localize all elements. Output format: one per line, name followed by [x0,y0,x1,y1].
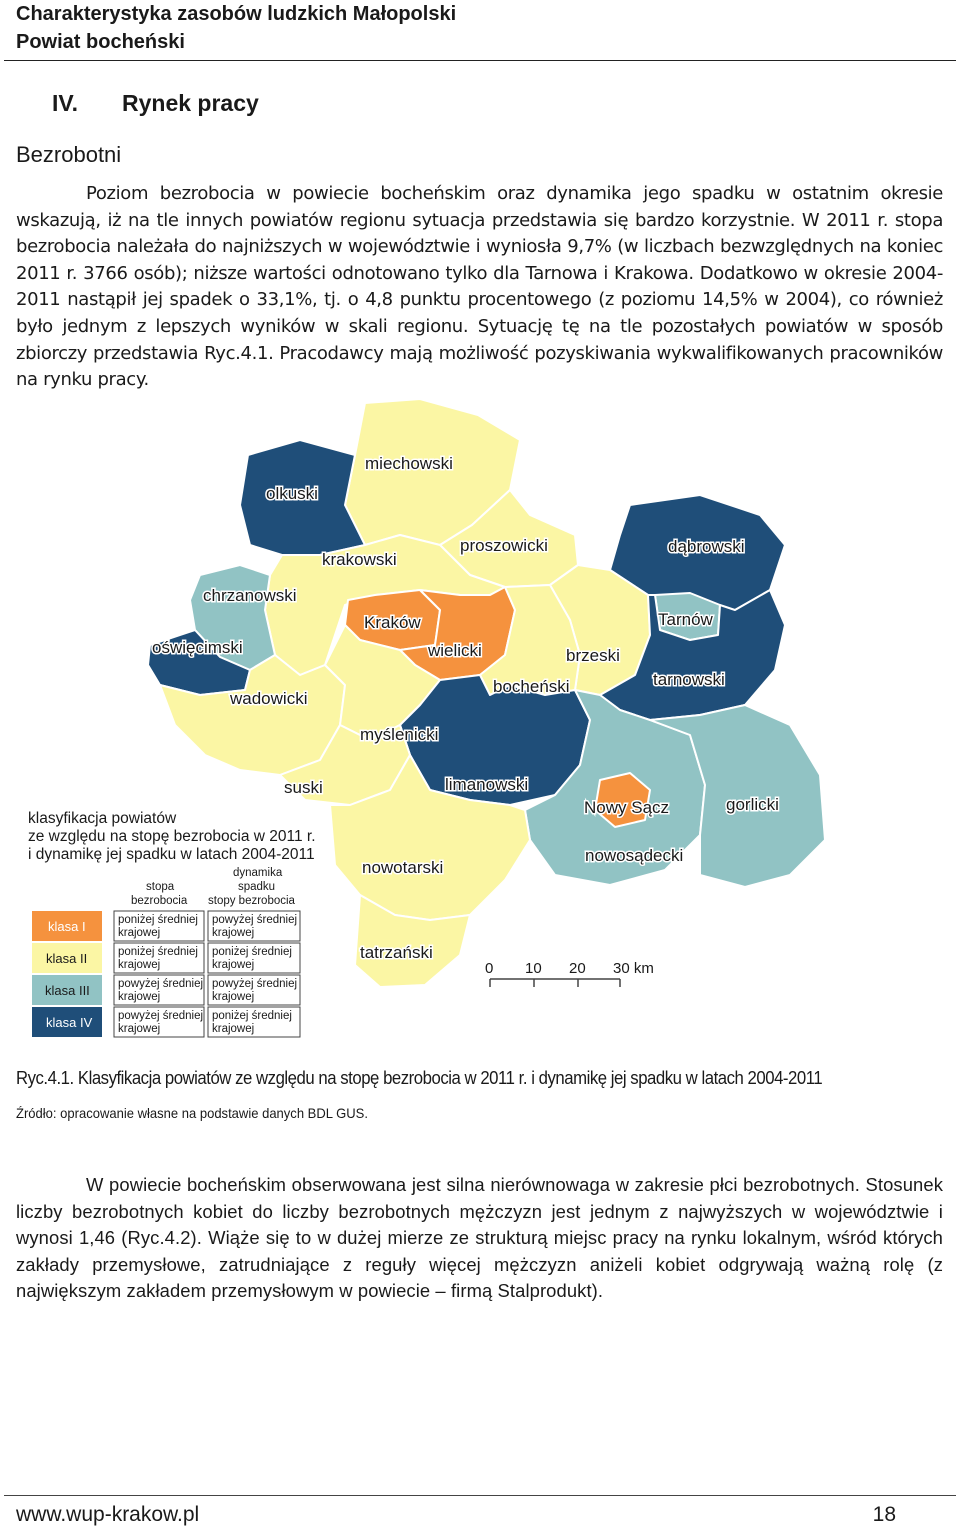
legend-title-3: i dynamikę jej spadku w latach 2004-2011 [28,846,315,863]
section-title: Bezrobotni [16,142,122,167]
header-divider [4,60,956,61]
chapter-heading [52,90,259,117]
label-nowosadecki: nowosądecki [585,846,684,865]
label-tatrzanski: tatrzański [360,943,433,962]
label-chrzanowski: chrzanowski [203,586,297,605]
footer-url[interactable]: www.wup-krakow.pl [16,1503,200,1526]
label-miechowski: miechowski [365,454,453,473]
label-nowotarski: nowotarski [362,858,444,877]
legend-row4-a1: powyżej średniej [118,1010,204,1022]
scale-tick-10: 10 [525,960,542,977]
page-header [16,0,456,56]
label-proszowicki: proszowicki [460,536,548,555]
label-tarnow: Tarnów [658,610,713,629]
legend-row2-a2: krajowej [118,959,161,971]
label-tarnowski: tarnowski [653,670,725,689]
legend-col2-line2: spadku [238,881,276,893]
header-title: Charakterystyka zasobów ludzkich Małopolski [16,3,457,25]
figure-source: Źródło: opracowanie własne na podstawie danych BDL GUS. [16,1105,368,1121]
label-wielicki: wielicki [428,641,482,660]
label-oswiecimski: oświęcimski [152,638,243,657]
paragraph-gender: W powiecie bocheńskim obserwowana jest silna nierównowaga w zakresie płci bezrobotnych. Stosunek liczby bezrobotnych kobiet do liczby bezrobotnych mężczyzn jest jednym z najwyższych w województwie i wynosi 1,46 (Ryc.4.2). Wiąże się to w dużej mierze ze strukturą miejsc pracy na rynku lokalnym, wśród których zakłady przemysłowe, zatrudniające z reguły więcej mężczyzn aniżeli kobiet odgrywają ważną rolę (z największym zakładem przemysłowym w powiecie – firmą Stalprodukt). [16,1174,943,1302]
legend-row1-a1: poniżej średniej [118,914,198,926]
legend-row1-b2: krajowej [212,927,255,939]
legend-row4-b2: krajowej [212,1023,255,1035]
label-suski: suski [284,778,323,797]
figure-caption: Ryc.4.1. Klasyfikacja powiatów ze względu na stopę bezrobocia w 2011 r. i dynamikę jej spadku w latach 2004-2011 [16,1068,823,1088]
label-wadowicki: wadowicki [230,689,308,708]
legend-row4-a2: krajowej [118,1023,161,1035]
label-krakow: Kraków [364,613,421,632]
label-limanowski: limanowski [445,775,529,794]
label-myslenicki: myślenicki [360,725,439,744]
legend-row3-a1: powyżej średniej [118,978,204,990]
label-olkuski: olkuski [266,484,318,503]
legend-row1-a2: krajowej [118,927,161,939]
district-map [0,395,960,1065]
map-legend [18,805,330,1037]
legend-row-1 [32,911,300,941]
scale-tick-0: 0 [485,960,494,977]
label-dabrowski: dąbrowski [668,537,745,556]
scale-tick-30: 30 km [613,960,654,977]
legend-class-3: klasa III [45,983,90,998]
legend-row-4 [32,1007,300,1037]
legend-col2-line1: dynamika [233,867,283,879]
legend-row3-b1: powyżej średniej [212,978,298,990]
legend-class-4: klasa IV [46,1015,93,1030]
legend-row1-b1: powyżej średniej [212,914,298,926]
legend-row2-b1: poniżej średniej [212,946,292,958]
legend-class-1: klasa I [48,919,86,934]
label-gorlicki: gorlicki [726,795,779,814]
legend-col1-line1: stopa [146,881,175,893]
chapter-title: Rynek pracy [122,90,259,116]
legend-col2-line3: stopy bezrobocia [208,895,295,907]
scale-bar [485,960,654,987]
legend-row2-b2: krajowej [212,959,255,971]
label-brzeski: brzeski [566,646,620,665]
legend-row3-a2: krajowej [118,991,161,1003]
legend-title-1: klasyfikacja powiatów [28,810,177,827]
paragraph-unemployment: Poziom bezrobocia w powiecie bocheńskim oraz dynamika jego spadku w ostatnim okresie wskazują, iż na tle innych powiatów regionu sytuacja przedstawia się bardzo korzystnie. W 2011 r. stopa bezrobocia należała do najniższych w województwie i wyniosła 9,7% (w liczbach bezwzględnych na koniec 2011 r. 3766 osób); niższe wartości odnotowano tylko dla Tarnowa i Krakowa. Dodatkowo w okresie 2004-2011 nastąpił jej spadek o 33,1%, tj. o 4,8 punktu procentowego (z poziomu 14,5% w 2004), co również było jednym z lepszych wyników w skali regionu. Sytuację tę na tle pozostałych powiatów w sposób zbiorczy przedstawia Ryc.4.1. Pracodawcy mają możliwość pozyskiwania wykwalifikowanych pracowników na rynku pracy. [16,183,943,391]
label-nowy-sacz: Nowy Sącz [584,798,670,817]
label-krakowski: krakowski [322,550,397,569]
header-subtitle: Powiat bocheński [16,31,185,53]
scale-tick-20: 20 [569,960,586,977]
legend-title-2: ze względu na stopę bezrobocia w 2011 r. [28,828,316,845]
footer-divider [4,1495,956,1496]
figure-map [0,395,960,1065]
legend-row2-a1: poniżej średniej [118,946,198,958]
label-bochenski: bocheński [493,677,570,696]
legend-row4-b1: poniżej średniej [212,1010,292,1022]
chapter-number: IV. [52,90,79,116]
legend-col1-line2: bezrobocia [131,895,188,907]
page-number: 18 [872,1503,896,1526]
legend-row-3 [32,975,300,1005]
legend-row3-b2: krajowej [212,991,255,1003]
legend-row-2 [32,943,300,973]
legend-class-2: klasa II [46,951,88,966]
